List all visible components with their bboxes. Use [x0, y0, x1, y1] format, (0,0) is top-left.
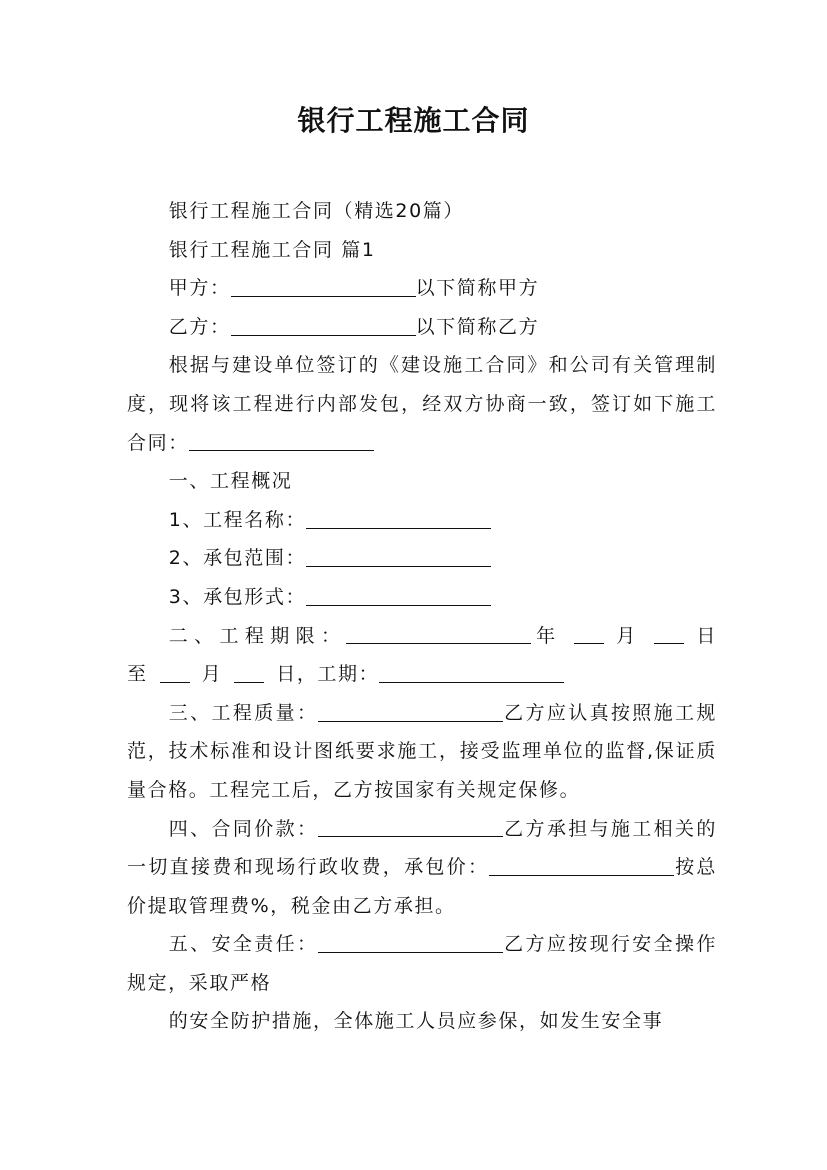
- section4-price-blank: [489, 854, 674, 876]
- intro-text: 根据与建设单位签订的《建设施工合同》和公司有关管理制度，现将该工程进行内部发包，经双方协商一致，签订如下施工合同：: [127, 354, 717, 454]
- section2-paragraph-line1: [127, 617, 717, 656]
- section2-day: 日: [696, 624, 718, 647]
- section4-blank: [318, 815, 503, 837]
- section5-text: 乙方应按现行安全操作规定，采取严格: [127, 933, 717, 994]
- item2-label: 2、承包范围：: [168, 547, 307, 570]
- section4-text-b: 按总价提取管理费%，税金由乙方承担。: [127, 856, 718, 917]
- section2-day2: 日，工期：: [276, 663, 380, 686]
- subtitle-text: 银行工程施工合同（精选20篇）: [168, 200, 464, 222]
- section3-blank: [318, 700, 503, 722]
- item3-paragraph: [127, 578, 717, 617]
- section3-text: 乙方应认真按照施工规范，技术标准和设计图纸要求施工，接受监理单位的监督,保证质量合格。工程完工后，乙方按国家有关规定保修。: [127, 701, 717, 801]
- section4-paragraph: [127, 810, 717, 926]
- party-a-paragraph: [127, 269, 717, 308]
- item2-paragraph: [127, 539, 717, 578]
- party-b-suffix: 以下简称乙方: [415, 315, 540, 338]
- intro-blank: [189, 430, 374, 452]
- intro-paragraph: [127, 346, 717, 462]
- section2-year: 年: [531, 624, 562, 647]
- item1-paragraph: [127, 501, 717, 540]
- section5-continue: 的安全防护措施，全体施工人员应参保，如发生安全事: [168, 1010, 664, 1033]
- section2-month-blank: [574, 622, 604, 644]
- section2-month2: 月: [201, 663, 223, 686]
- party-a-blank: [231, 275, 416, 297]
- section1-heading-paragraph: [127, 462, 717, 501]
- item1-label: 1、工程名称：: [168, 508, 307, 531]
- section2-to: 至: [127, 663, 148, 686]
- item1-blank: [306, 507, 491, 529]
- party-b-label: 乙方：: [168, 315, 231, 338]
- section1-heading: 一、工程概况: [168, 470, 293, 493]
- section2-day-blank: [654, 622, 684, 644]
- item2-blank: [306, 545, 491, 567]
- party-b-paragraph: [127, 308, 717, 347]
- section5-blank: [318, 931, 503, 953]
- party-b-blank: [231, 314, 416, 336]
- article-heading-paragraph: [127, 231, 717, 270]
- section4-label: 四、合同价款：: [168, 817, 319, 840]
- article-heading-text: 银行工程施工合同 篇1: [168, 238, 376, 261]
- document-body: [127, 192, 717, 1041]
- section2-month2-blank: [160, 661, 190, 683]
- section5-continue-paragraph: [127, 1002, 717, 1041]
- item3-blank: [306, 584, 491, 606]
- section4-text-a: 乙方承担与施工相关的一切直接费和现场行政收费，承包价：: [127, 817, 717, 879]
- section2-paragraph-line2: [127, 655, 717, 694]
- section3-paragraph: [127, 694, 717, 810]
- subtitle-paragraph: [127, 192, 717, 231]
- section3-label: 三、工程质量：: [168, 701, 319, 724]
- section2-day2-blank: [234, 661, 264, 683]
- section2-month: 月: [616, 624, 642, 647]
- section2-duration-blank: [379, 661, 564, 683]
- section2-label: 二、工程期限：: [168, 624, 347, 647]
- section5-paragraph: [127, 925, 717, 1002]
- item3-label: 3、承包形式：: [168, 585, 307, 608]
- party-a-suffix: 以下简称甲方: [415, 277, 540, 300]
- section2-blank-start: [346, 622, 531, 644]
- party-a-label: 甲方：: [168, 277, 231, 300]
- document-title: 银行工程施工合同: [297, 104, 530, 137]
- section5-label: 五、安全责任：: [168, 933, 319, 956]
